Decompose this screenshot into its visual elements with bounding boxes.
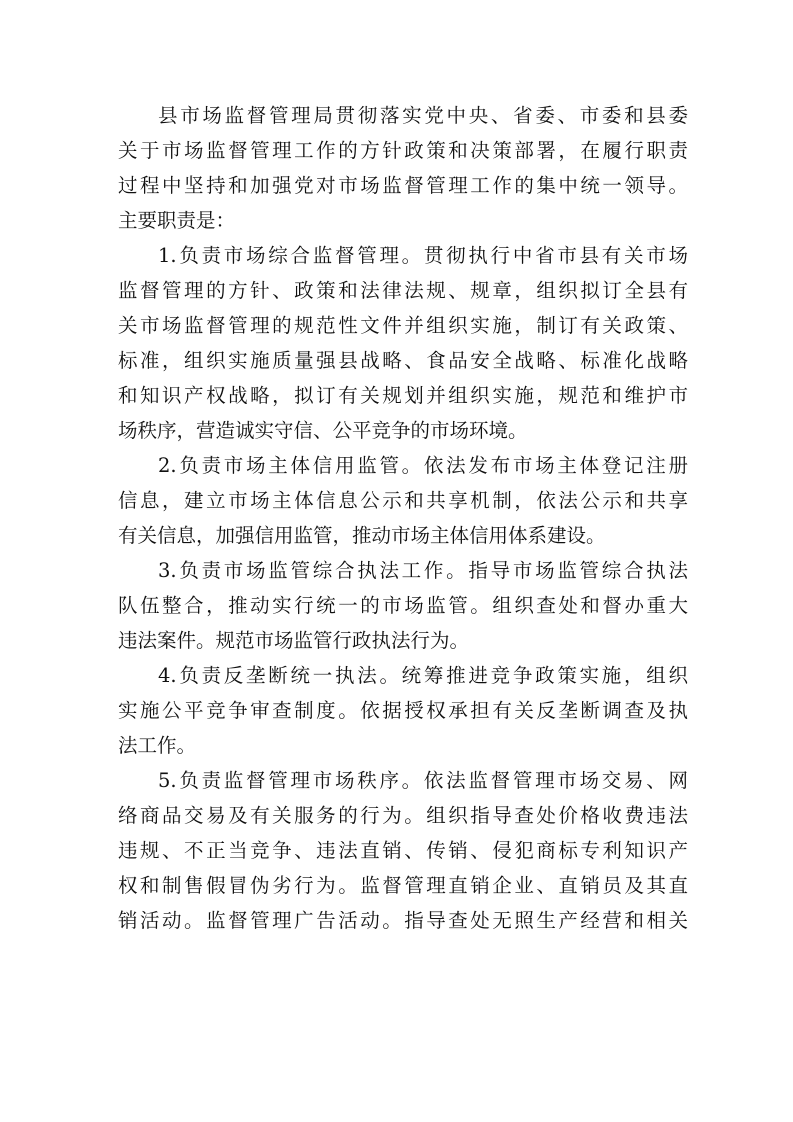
- text-line: 实施公平竞争审查制度。依据授权承担有关反垄断调查及执: [118, 699, 688, 722]
- document-body: [118, 98, 688, 938]
- text-line: 法工作。: [118, 734, 197, 757]
- text-line: 4.负责反垄断统一执法。统筹推进竞争政策实施，组织: [158, 664, 688, 687]
- text-line: 销活动。监督管理广告活动。指导查处无照生产经营和相关: [118, 909, 688, 932]
- text-line: 关于市场监督管理工作的方针政策和决策部署，在履行职责: [118, 139, 688, 162]
- text-line: 过程中坚持和加强党对市场监督管理工作的集中统一领导。: [118, 174, 688, 197]
- text-line: 1.负责市场综合监督管理。贯彻执行中省市县有关市场: [158, 244, 688, 267]
- text-line: 场秩序，营造诚实守信、公平竞争的市场环境。: [118, 419, 528, 442]
- text-line: 主要职责是：: [118, 209, 236, 232]
- text-line: 络商品交易及有关服务的行为。组织指导查处价格收费违法: [118, 804, 688, 827]
- text-line: 和知识产权战略，拟订有关规划并组织实施，规范和维护市: [118, 384, 688, 407]
- text-line: 队伍整合，推动实行统一的市场监管。组织查处和督办重大: [118, 594, 688, 617]
- text-line: 5.负责监督管理市场秩序。依法监督管理市场交易、网: [158, 769, 688, 792]
- text-line: 权和制售假冒伪劣行为。监督管理直销企业、直销员及其直: [118, 874, 688, 897]
- text-line: 2.负责市场主体信用监管。依法发布市场主体登记注册: [158, 454, 688, 477]
- text-line: 监督管理的方针、政策和法律法规、规章，组织拟订全县有: [118, 279, 688, 302]
- text-line: 违法案件。规范市场监管行政执法行为。: [118, 629, 470, 652]
- text-line: 关市场监督管理的规范性文件并组织实施，制订有关政策、: [118, 314, 688, 337]
- text-line: 有关信息，加强信用监管，推动市场主体信用体系建设。: [118, 524, 606, 547]
- text-line: 信息，建立市场主体信息公示和共享机制，依法公示和共享: [118, 489, 688, 512]
- text-line: 3.负责市场监管综合执法工作。指导市场监管综合执法: [158, 559, 688, 582]
- text-line: 违规、不正当竞争、违法直销、传销、侵犯商标专利知识产: [118, 839, 688, 862]
- text-line: 标准，组织实施质量强县战略、食品安全战略、标准化战略: [118, 349, 688, 372]
- text-line: 县市场监督管理局贯彻落实党中央、省委、市委和县委: [158, 104, 688, 127]
